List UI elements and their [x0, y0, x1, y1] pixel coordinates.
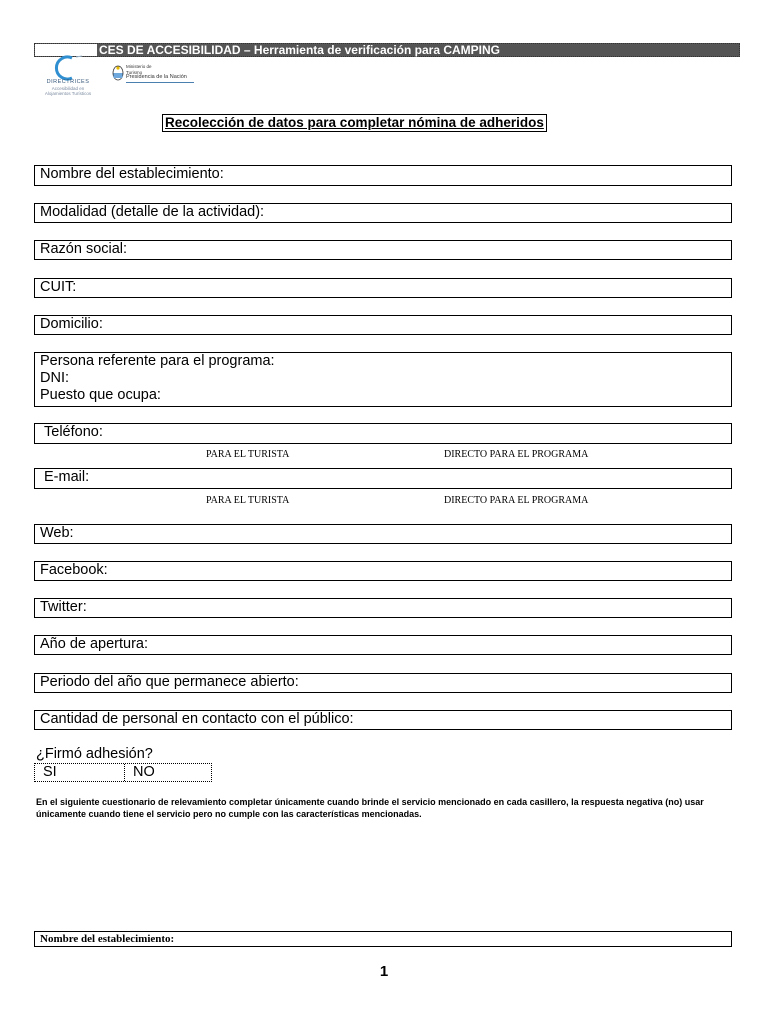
field-razon-social[interactable] — [34, 240, 732, 260]
field-label: Cantidad de personal en contacto con el público: — [40, 711, 354, 727]
footer-field-nombre-establecimiento[interactable] — [34, 931, 732, 947]
field-twitter[interactable] — [34, 598, 732, 618]
field-persona-referente[interactable] — [34, 352, 732, 407]
sublabel-telefono-turista: PARA EL TURISTA — [206, 449, 290, 460]
adhesion-si-option[interactable]: SI — [35, 764, 125, 781]
field-web[interactable] — [34, 524, 732, 544]
directrices-logo-mark — [36, 55, 100, 81]
field-label: Domicilio: — [40, 316, 103, 332]
banner-title: CES DE ACCESIBILIDAD – Herramienta de verificación para CAMPING — [99, 43, 500, 57]
field-label-dni: DNI: — [40, 370, 69, 386]
field-domicilio[interactable] — [34, 315, 732, 335]
sublabel-email-programa: DIRECTO PARA EL PROGRAMA — [444, 495, 589, 506]
ministerio-logo-text: Ministerio de Turismo Presidencia de la Nación — [126, 64, 187, 80]
header-banner — [34, 43, 740, 57]
field-label-puesto: Puesto que ocupa: — [40, 387, 161, 403]
field-facebook[interactable] — [34, 561, 732, 581]
sublabel-email-turista: PARA EL TURISTA — [206, 495, 290, 506]
sublabel-telefono-programa: DIRECTO PARA EL PROGRAMA — [444, 449, 589, 460]
field-periodo-abierto[interactable] — [34, 673, 732, 693]
field-label: Web: — [40, 525, 74, 541]
field-ano-apertura[interactable] — [34, 635, 732, 655]
field-label: Teléfono: — [44, 424, 103, 440]
field-label-referente: Persona referente para el programa: — [40, 353, 275, 369]
field-label: CUIT: — [40, 279, 77, 295]
adhesion-question: ¿Firmó adhesión? — [36, 746, 153, 762]
field-label: Nombre del establecimiento: — [40, 166, 224, 182]
field-cuit[interactable] — [34, 278, 732, 298]
directrices-logo-subtitle: Accesibilidad en Alojamientos Turísticos — [44, 86, 92, 96]
instructions-text: En el siguiente cuestionario de relevamiento completar únicamente cuando brinde el servicio mencionado en cada casillero, la respuesta negativa (no) usar únicamente cuando tiene el servicio pero no cumple con las características mencionadas. — [36, 797, 704, 819]
field-nombre-establecimiento[interactable] — [34, 165, 732, 186]
field-label: Periodo del año que permanece abierto: — [40, 674, 299, 690]
directrices-logo — [36, 55, 100, 99]
ministerio-logo — [112, 64, 202, 86]
field-label: Facebook: — [40, 562, 108, 578]
page-number: 1 — [379, 963, 389, 980]
ministerio-logo-rule — [126, 82, 194, 83]
field-label: Twitter: — [40, 599, 87, 615]
field-cantidad-personal[interactable] — [34, 710, 732, 730]
argentina-shield-icon — [112, 64, 124, 82]
field-email[interactable] — [34, 468, 732, 489]
field-label: Razón social: — [40, 241, 128, 257]
field-label: Año de apertura: — [40, 636, 149, 652]
field-telefono[interactable] — [34, 423, 732, 444]
field-modalidad[interactable] — [34, 203, 732, 223]
adhesion-no-option[interactable]: NO — [133, 764, 155, 780]
directrices-logo-name: DIRECTRICES — [46, 79, 90, 85]
field-label: Nombre del establecimiento: — [40, 933, 175, 945]
document-title: Recolección de datos para completar nómina de adheridos — [162, 114, 547, 132]
adhesion-options — [34, 763, 212, 782]
field-label: E-mail: — [44, 469, 90, 485]
field-label: Modalidad (detalle de la actividad): — [40, 204, 265, 220]
